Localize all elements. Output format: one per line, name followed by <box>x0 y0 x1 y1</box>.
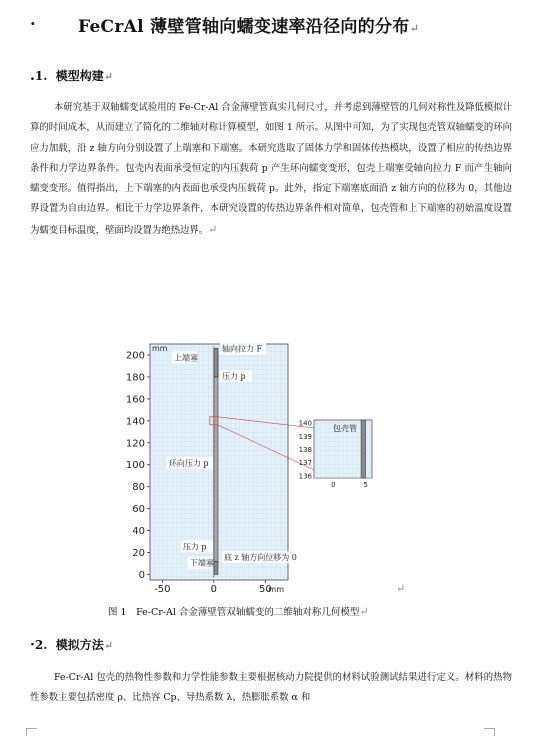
y-tick-label: 120 <box>125 438 145 450</box>
unit-label: mm <box>268 585 284 594</box>
section-1-number: 1. <box>34 69 48 83</box>
section-heading-1: .1. 模型构建↵ <box>30 68 113 84</box>
paragraph-1-text: 本研究基于双轴蠕变试验用的 Fe-Cr-Al 合金薄壁管真实几何尺寸，并考虑到薄壁管的几何对称性及降低模拟计算的时间成本，从而建立了简化的二维轴对称计算模型，如图 1 所示。从图中可知，为了实现包壳管双轴蠕变的环向应力加载，沿 z 轴方向分别设置了上端塞和下端塞。本研究选取了固体力学和固体传热模块，设置了相应的传热边界条件和力学边界条件。包壳内表面承受恒定的内压载荷 p 产生环向蠕变变形，包壳上端塞受轴向拉力 F 而产生轴向蠕变变形。值得指出，上下端塞的内表面也承受内压载荷 p。此外，指定下端塞底面沿 z 轴方向的位移为 0，其他边界设置为自由边界。相比于力学边界条件，本研究设置的传热边界条件相对简单，包壳管和上下端塞的初始温度设置为蠕变目标温度，壁面均设置为绝热边界。 <box>30 102 512 236</box>
geometry-model-figure <box>118 338 398 596</box>
paragraph-2-text: Fe-Cr-Al 包壳的热物性参数和力学性能参数主要根据核动力院提供的材料试验测试结果进行定义。材料的热物性参数主要包括密度 ρ、比热容 Cp、导热系数 λ、热膨胀系数 α 和 <box>30 672 512 704</box>
pressure-label-top: 压力 p <box>221 372 246 382</box>
page-title <box>78 12 419 37</box>
y-tick-label: 80 <box>132 482 145 494</box>
title-text: FeCrAl 薄壁管轴向蠕变速率沿径向的分布 <box>78 17 410 37</box>
section-2-number: 2. <box>34 638 48 652</box>
unit-label: mm <box>152 344 168 353</box>
list-bullet: · <box>30 14 36 33</box>
hoop-pressure-label: 环向压力 p <box>168 458 209 468</box>
lower-end-plug <box>214 561 218 574</box>
inset-plot <box>299 420 372 489</box>
inset-y-tick-label: 138 <box>298 446 312 454</box>
axial-force-label: 轴向拉力 F <box>221 344 263 354</box>
inset-x-tick-label: 5 <box>363 481 368 489</box>
paragraph-mark-icon: ↵ <box>409 22 420 35</box>
inset-tube-wall <box>361 420 366 478</box>
y-tick-label: 160 <box>125 394 145 406</box>
y-tick-label: 60 <box>132 504 145 516</box>
section-1-heading: 模型构建 <box>55 69 104 83</box>
y-tick-label: 180 <box>125 372 145 384</box>
y-tick-label: 200 <box>125 350 145 362</box>
paragraph-mark-icon: ↵ <box>359 605 369 618</box>
paragraph-mark-icon: ↵ <box>396 582 406 595</box>
inset-tube-label: 包壳管 <box>333 424 357 433</box>
figure-caption <box>108 604 369 618</box>
lower-plug-label: 下端塞 <box>189 558 214 568</box>
section-2-heading: 模拟方法 <box>55 638 104 652</box>
x-tick-label: 0 <box>210 584 218 595</box>
body-paragraph-1 <box>30 98 512 241</box>
paragraph-mark-icon: ↵ <box>208 222 218 236</box>
inset-y-tick-label: 137 <box>298 459 312 468</box>
y-tick-label: 40 <box>132 526 145 538</box>
y-tick-label: 0 <box>138 570 145 582</box>
x-tick-label: 50 <box>258 584 272 595</box>
upper-end-plug <box>214 348 218 377</box>
inset-y-tick-label: 136 <box>298 472 312 481</box>
inset-x-tick-label: 0 <box>331 481 336 489</box>
body-paragraph-2 <box>30 668 512 709</box>
y-tick-label: 140 <box>125 416 145 428</box>
pressure-label-bottom: 压力 p <box>182 542 207 552</box>
y-tick-label: 100 <box>125 460 145 472</box>
main-plot <box>126 343 314 595</box>
section-heading-2: ·2. 模拟方法↵ <box>30 637 113 653</box>
inset-y-tick-label: 139 <box>298 432 312 441</box>
figure-caption-text: 图 1 Fe-Cr-Al 合金薄壁管双轴蠕变的二维轴对称几何模型 <box>108 607 360 618</box>
paragraph-mark-icon: ↵ <box>103 70 113 83</box>
bottom-displacement-label: 底 z 轴方向位移为 0 <box>223 553 297 563</box>
x-tick-label: -50 <box>154 584 171 595</box>
cladding-tube <box>214 355 218 564</box>
upper-plug-label: 上端塞 <box>174 353 198 363</box>
inset-y-tick-label: 140 <box>298 419 312 428</box>
paragraph-mark-icon: ↵ <box>103 639 113 652</box>
y-tick-label: 20 <box>132 548 145 560</box>
